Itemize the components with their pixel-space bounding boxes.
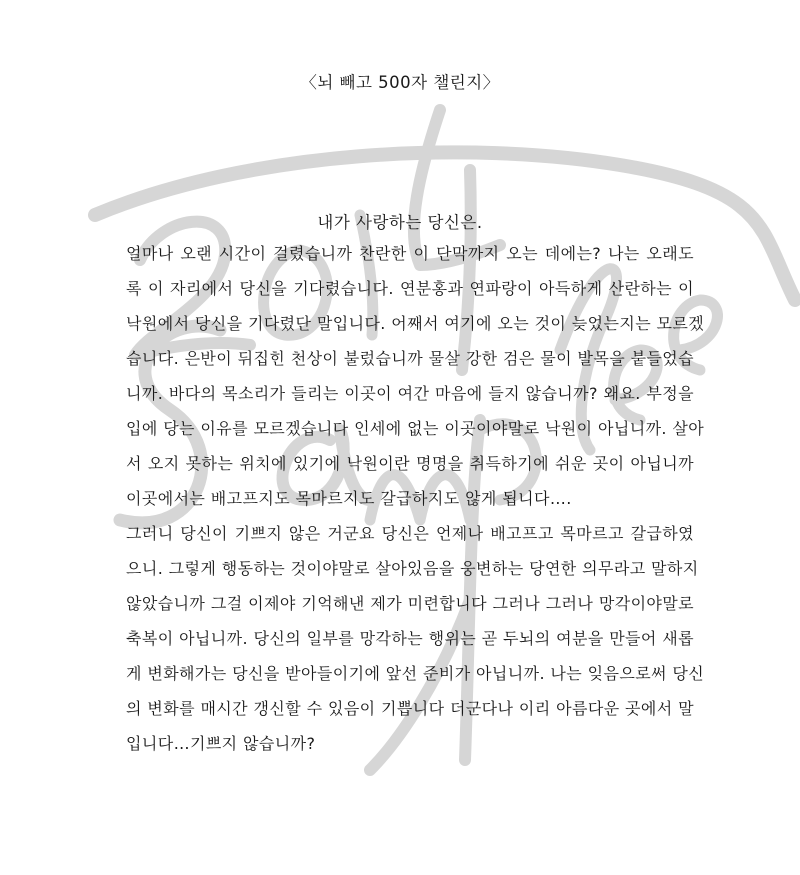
paragraph: [108, 516, 705, 761]
text-line: 이곳에서는 배고프지도 목마르지도 갈급하지도 않게 됩니다….: [126, 489, 572, 508]
text-line: 축복이 아닙니까. 당신의 일부를 망각하는 행위는 곧 두뇌의 여분을 만들어 새롭: [126, 629, 694, 648]
text-line: 의 변화를 매시간 갱신할 수 있음이 기쁩니다 더군다나 이리 아름다운 곳에서 말: [126, 699, 694, 718]
text-line: 니까. 바다의 목소리가 들리는 이곳이 여간 마음에 들지 않습니까? 왜요. 부정을: [126, 384, 694, 403]
text-line: 낙원에서 당신을 기다렸단 말입니다. 어째서 여기에 오는 것이 늦었는지는 모르겠: [126, 314, 705, 333]
text-line: 입에 당는 이유를 모르겠습니다 인세에 없는 이곳이야말로 낙원이 아닙니까. 살아: [126, 419, 705, 438]
text-line: 게 변화해가는 당신을 받아들이기에 앞선 준비가 아닙니까. 나는 잊음으로써 당신: [126, 664, 705, 683]
text-line: 으니. 그렇게 행동하는 것이야말로 살아있음을 웅변하는 당연한 의무라고 말하지: [126, 559, 699, 578]
article-body: [108, 236, 705, 761]
text-line: 얼마나 오랜 시간이 걸렸습니까 찬란한 이 단막까지 오는 데에는? 나는 오래도: [126, 244, 694, 263]
text-line: 록 이 자리에서 당신을 기다렸습니다. 연분홍과 연파랑이 아득하게 산란하는 이: [126, 279, 694, 298]
article-title: 내가 사랑하는 당신은.: [317, 213, 483, 232]
text-line: 그러니 당신이 기쁘지 않은 거군요 당신은 언제나 배고프고 목마르고 갈급하였: [126, 524, 694, 543]
text-line: 서 오지 못하는 위치에 있기에 낙원이란 명명을 취득하기에 쉬운 곳이 아닙니까: [126, 454, 694, 473]
text-line: 입니다…기쁘지 않습니까?: [126, 734, 316, 753]
paragraph: [108, 236, 705, 516]
page-header-title: 〈뇌 빼고 500자 챌린지〉: [300, 73, 500, 92]
text-line: 습니다. 은반이 뒤집힌 천상이 불렀습니까 물살 강한 검은 물이 발목을 붙들었습: [126, 349, 694, 368]
text-line: 않았습니까 그걸 이제야 기억해낸 제가 미련합니다 그러나 그러나 망각이야말로: [126, 594, 694, 613]
